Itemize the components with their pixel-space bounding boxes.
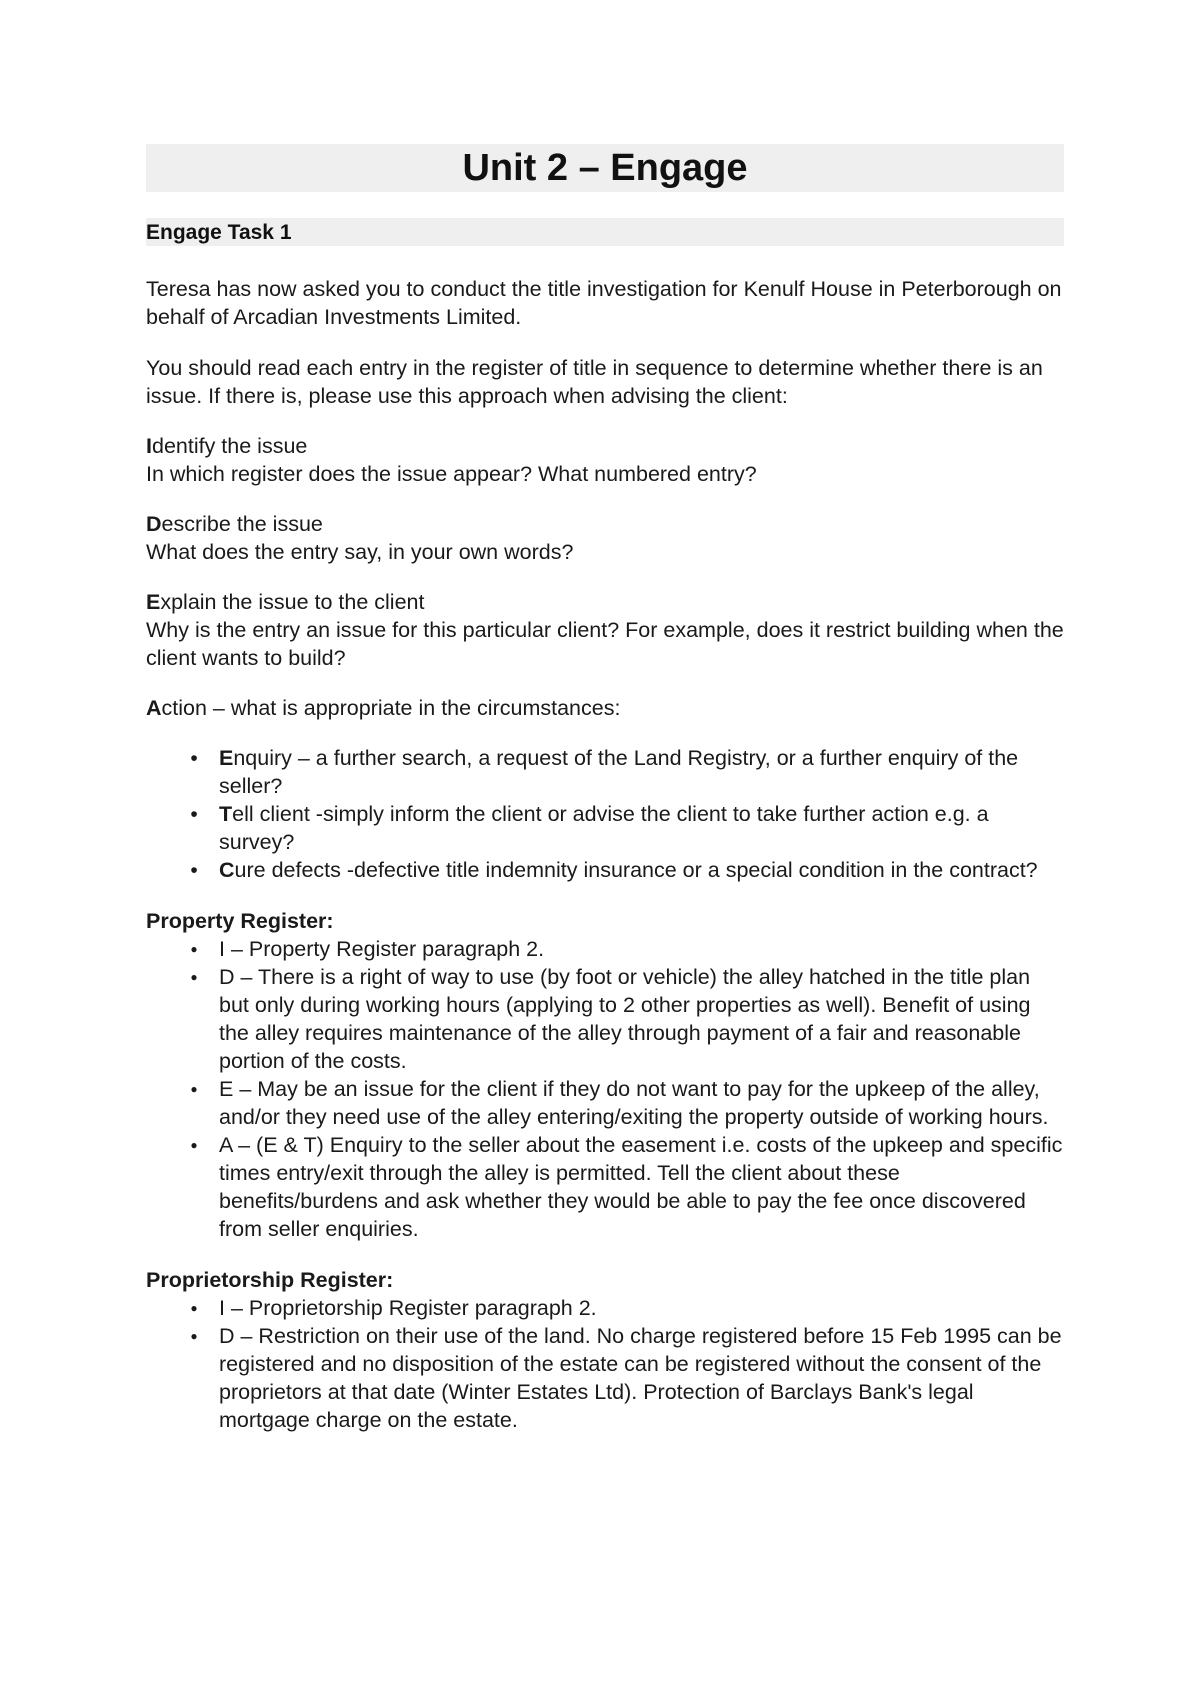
- proprietorship-item-identify: I – Proprietorship Register paragraph 2.: [219, 1296, 597, 1320]
- tell-letter: T: [219, 802, 233, 826]
- document-content: [146, 144, 1064, 1434]
- bullet-icon: [186, 1075, 202, 1106]
- explain-letter: E: [146, 590, 161, 614]
- describe-heading: [146, 510, 1064, 538]
- bullet-icon: [186, 856, 202, 885]
- task-heading: Engage Task 1: [146, 218, 1064, 246]
- identify-rest: dentify the issue: [151, 434, 308, 458]
- cure-text: ure defects -defective title indemnity insurance or a special condition in the contract?: [234, 858, 1038, 882]
- explain-heading: [146, 588, 1064, 616]
- property-item-action: A – (E & T) Enquiry to the seller about the easement i.e. costs of the upkeep and specific times entry/exit through the alley is permitted. Tell the client about these benefits/burdens and ask whether they would be able to pay the fee once discovered from seller enquiries.: [219, 1133, 1063, 1241]
- describe-letter: D: [146, 512, 162, 536]
- explain-question: Why is the entry an issue for this particular client? For example, does it restrict building when the client wants to build?: [146, 618, 1064, 670]
- action-heading: [146, 694, 1064, 722]
- enquiry-letter: E: [219, 746, 234, 770]
- describe-rest: escribe the issue: [161, 512, 323, 536]
- proprietorship-item-describe: D – Restriction on their use of the land. No charge registered before 15 Feb 1995 can be registered and no disposition of the estate can be registered without the consent of the proprietors at that date (Winter Estates Ltd). Protection of Barclays Bank's legal mortgage charge on the estate.: [219, 1324, 1062, 1432]
- proprietorship-register-heading: Proprietorship Register:: [146, 1268, 394, 1292]
- property-item-explain: E – May be an issue for the client if they do not want to pay for the upkeep of the alley, and/or they need use of the alley entering/exiting the property outside of working hours.: [219, 1077, 1049, 1129]
- identify-question: In which register does the issue appear? What numbered entry?: [146, 462, 757, 486]
- list-item: [146, 1322, 1064, 1434]
- bullet-icon: [186, 744, 202, 773]
- property-register-list: [146, 935, 1064, 1243]
- tell-text: ell client -simply inform the client or advise the client to take further action e.g. a survey?: [219, 802, 989, 854]
- property-register-heading: Property Register:: [146, 909, 334, 933]
- page-title: Unit 2 – Engage: [146, 144, 1064, 192]
- bullet-icon: [186, 963, 202, 994]
- property-item-identify: I – Property Register paragraph 2.: [219, 937, 545, 961]
- proprietorship-register-list: [146, 1294, 1064, 1434]
- intro-paragraph-1: Teresa has now asked you to conduct the title investigation for Kenulf House in Peterborough on behalf of Arcadian Investments Limited.: [146, 277, 1062, 329]
- identify-heading: [146, 432, 1064, 460]
- list-item: [146, 1075, 1064, 1131]
- enquiry-text: nquiry – a further search, a request of the Land Registry, or a further enquiry of the seller?: [219, 746, 1019, 798]
- bullet-icon: [186, 935, 202, 966]
- property-item-describe: D – There is a right of way to use (by foot or vehicle) the alley hatched in the title plan but only during working hours (applying to 2 other properties as well). Benefit of using the alley requires maintenance of the alley through payment of a fair and reasonable portion of the costs.: [219, 965, 1031, 1073]
- list-item: [146, 963, 1064, 1075]
- bullet-icon: [186, 1294, 202, 1325]
- list-item: [146, 1294, 1064, 1322]
- list-item: [146, 1131, 1064, 1243]
- list-item-cure-defects: [146, 856, 1064, 884]
- bullet-icon: [186, 800, 202, 829]
- cure-letter: C: [219, 858, 235, 882]
- list-item-tell-client: [146, 800, 1064, 856]
- list-item: [146, 935, 1064, 963]
- list-item-enquiry: [146, 744, 1064, 800]
- intro-paragraph-2: You should read each entry in the register of title in sequence to determine whether there is an issue. If there is, please use this approach when advising the client:: [146, 356, 1043, 408]
- identify-letter: I: [146, 434, 152, 458]
- action-letter: A: [146, 696, 162, 720]
- bullet-icon: [186, 1322, 202, 1353]
- describe-question: What does the entry say, in your own words?: [146, 540, 574, 564]
- explain-rest: xplain the issue to the client: [160, 590, 425, 614]
- action-rest: ction – what is appropriate in the circumstances:: [161, 696, 621, 720]
- bullet-icon: [186, 1131, 202, 1162]
- etc-list: [146, 744, 1064, 884]
